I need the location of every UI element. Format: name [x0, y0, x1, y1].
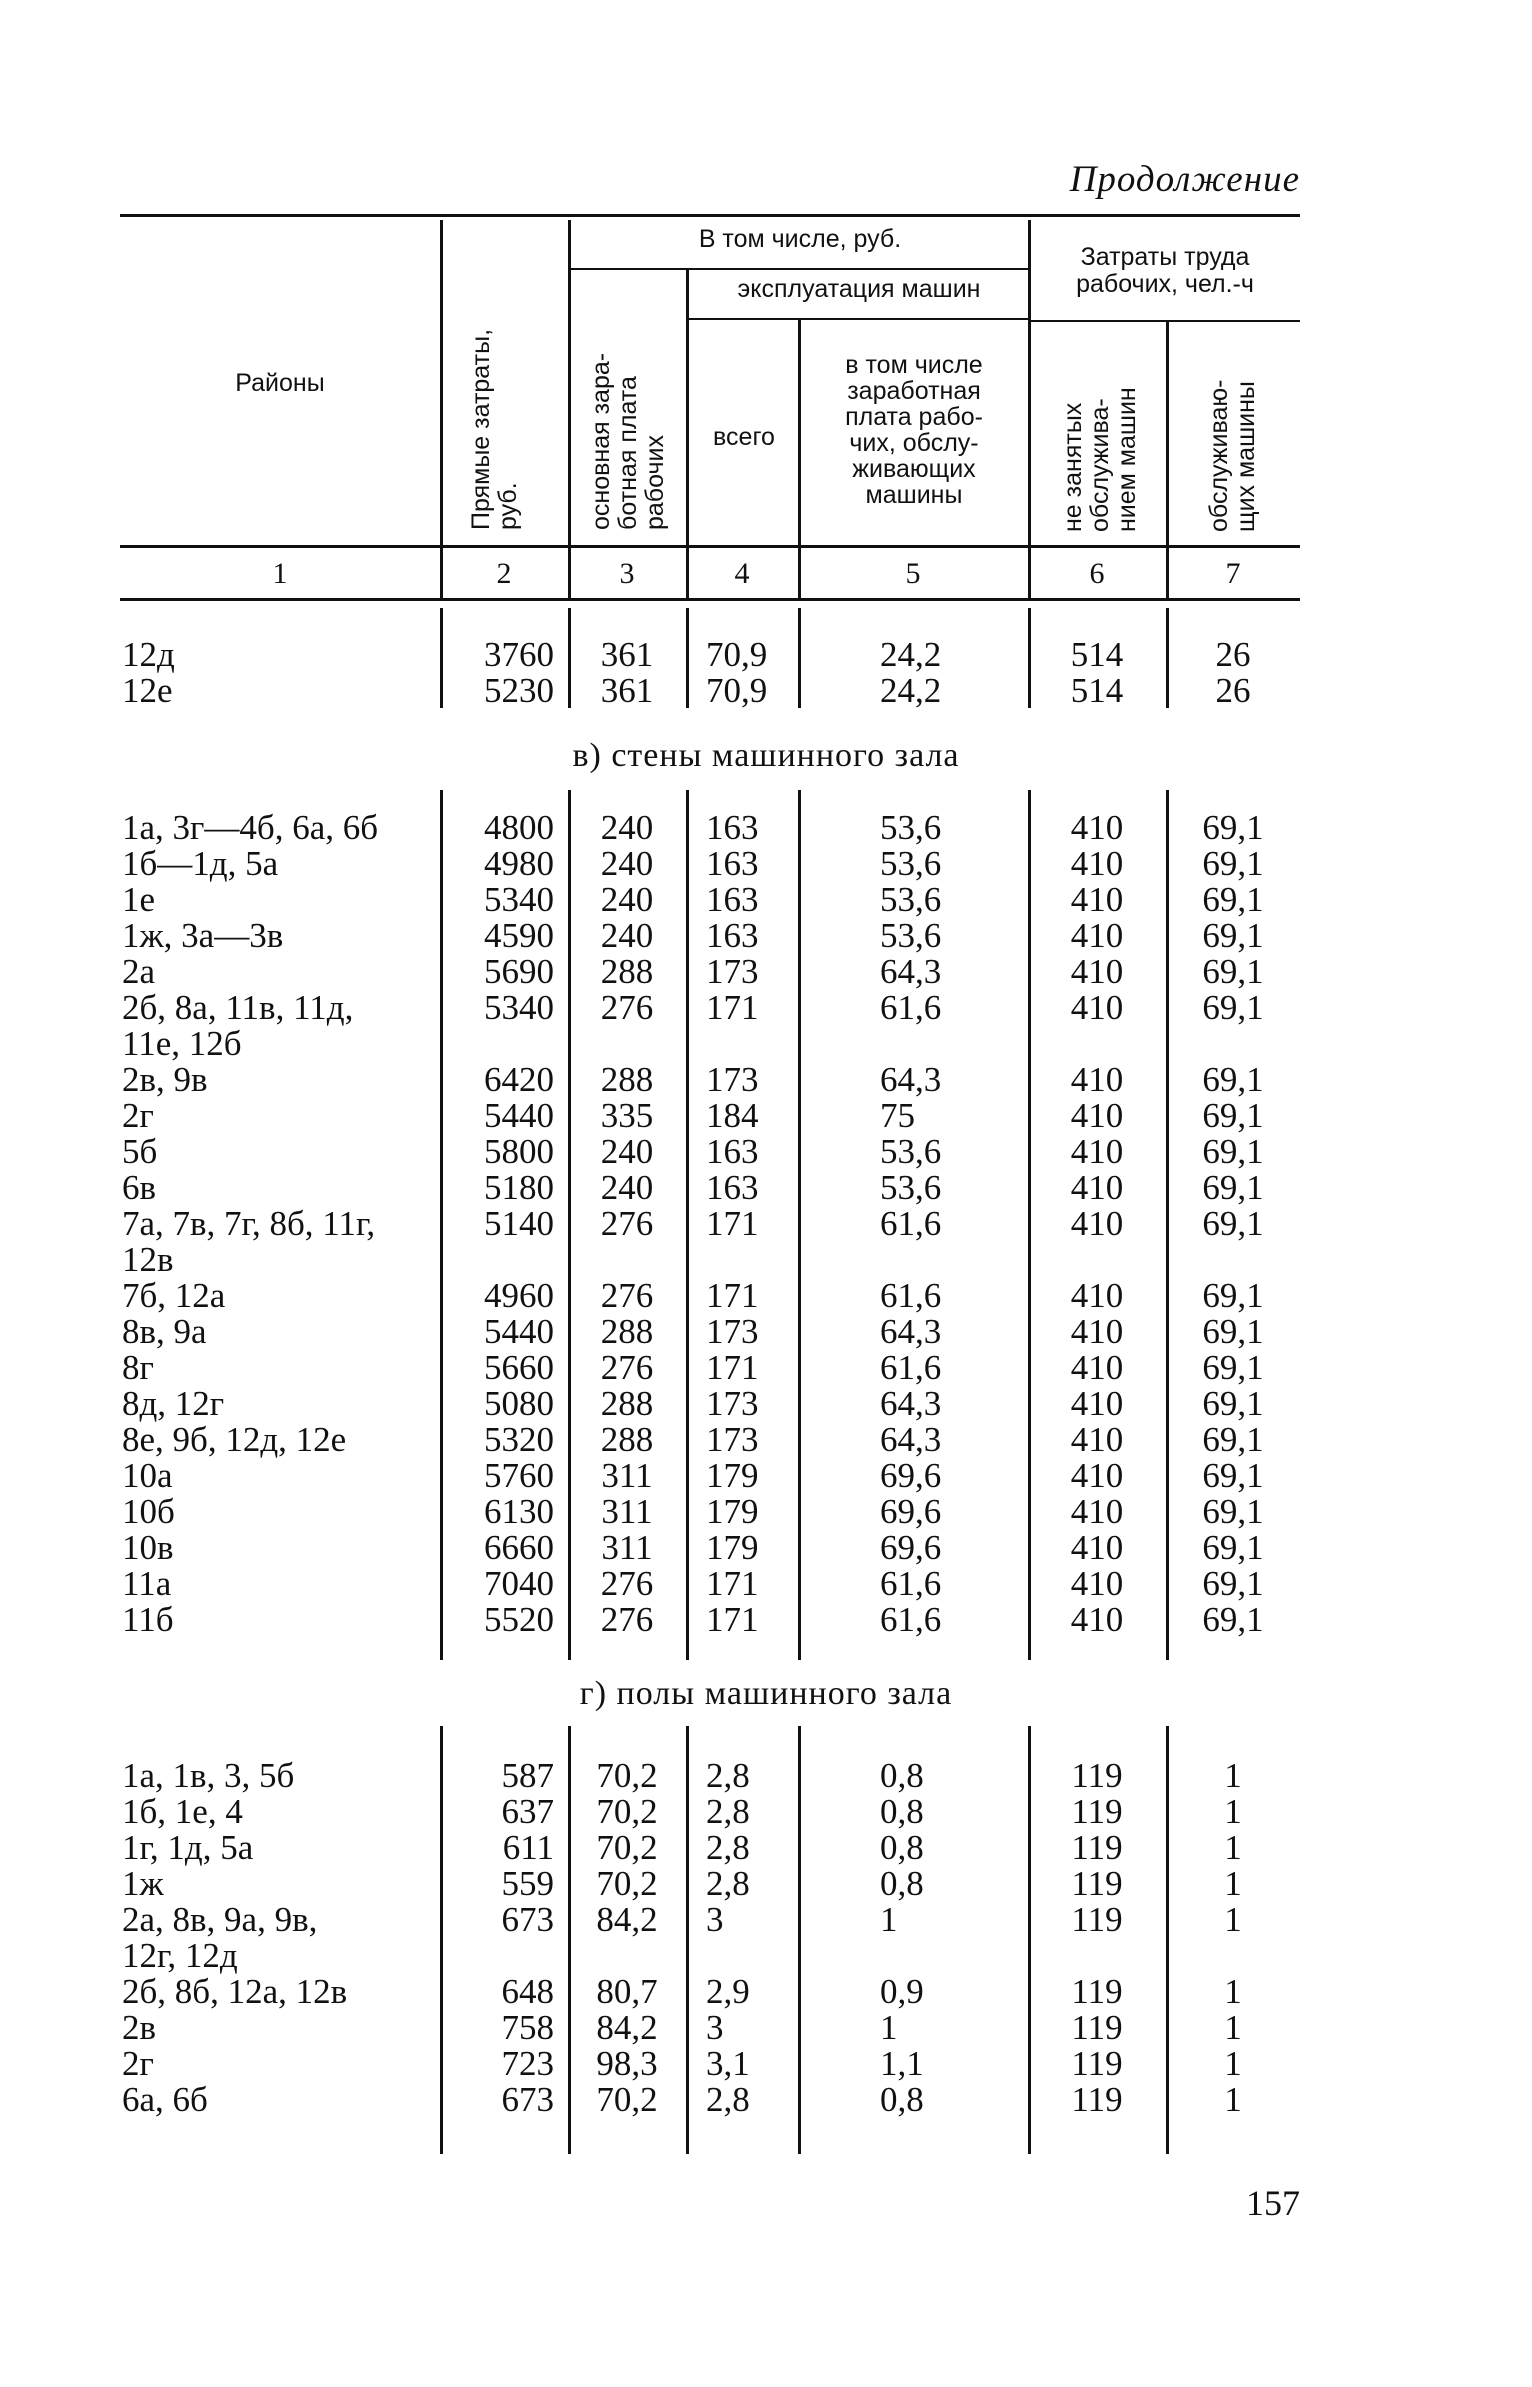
cell-c6: 410	[1070, 1312, 1124, 1351]
cell-c4: 2,8	[706, 1792, 750, 1831]
cell-c4: 3	[706, 2008, 724, 2047]
cell-c5: 69,6	[880, 1528, 942, 1567]
cell-c3: 80,7	[596, 1972, 658, 2011]
cell-c3: 276	[600, 1276, 654, 1315]
cell-c6: 410	[1070, 988, 1124, 1027]
cell-c4: 70,9	[706, 635, 768, 674]
row-label: 1ж	[122, 1864, 164, 1903]
cell-c6: 410	[1070, 1492, 1124, 1531]
row-label: 2г	[122, 1096, 154, 1135]
header-group-machine: эксплуатация машин	[737, 275, 981, 303]
cell-c7: 69,1	[1202, 988, 1264, 1027]
cell-c5: 75	[880, 1096, 915, 1135]
cell-c4: 179	[706, 1492, 759, 1531]
cell-c2: 5520	[484, 1600, 554, 1639]
cell-c6: 410	[1070, 1132, 1124, 1171]
col-num-6: 6	[1089, 557, 1105, 590]
cell-c7: 69,1	[1202, 1456, 1264, 1495]
cell-c4: 173	[706, 1312, 759, 1351]
cell-c3: 70,2	[596, 1864, 658, 1903]
cell-c2: 5440	[484, 1096, 554, 1135]
cell-c4: 173	[706, 1060, 759, 1099]
row-label: 12д	[122, 635, 175, 674]
cell-c3: 70,2	[596, 2080, 658, 2119]
cell-c3: 288	[600, 1420, 654, 1459]
cell-c3: 240	[600, 880, 654, 919]
cell-c3: 335	[600, 1096, 654, 1135]
cell-c2: 6130	[484, 1492, 554, 1531]
cell-c5: 64,3	[880, 1060, 942, 1099]
cell-c4: 163	[706, 844, 759, 883]
cell-c2: 559	[501, 1864, 554, 1903]
cell-c7: 69,1	[1202, 1060, 1264, 1099]
row-label: 11б	[122, 1600, 174, 1639]
section-g-title: г) полы машинного зала	[579, 1675, 953, 1712]
cell-c4: 171	[706, 988, 759, 1027]
cell-c7: 69,1	[1202, 1420, 1264, 1459]
cell-c2: 5690	[484, 952, 554, 991]
cell-c7: 1	[1224, 1792, 1242, 1831]
cell-c6: 119	[1071, 2008, 1123, 2047]
cell-c6: 410	[1070, 1204, 1124, 1243]
cell-c3: 288	[600, 1060, 654, 1099]
cell-c3: 361	[600, 635, 654, 674]
cell-c5: 0,9	[880, 1972, 924, 2011]
cell-c3: 240	[600, 808, 654, 847]
cell-c4: 2,8	[706, 1828, 750, 1867]
numbers-bottom-rule	[120, 598, 1300, 601]
col-num-1: 1	[272, 557, 288, 590]
cell-c3: 70,2	[596, 1756, 658, 1795]
col-num-5: 5	[905, 557, 921, 590]
cell-c3: 276	[600, 1348, 654, 1387]
row-label: 2а	[122, 952, 156, 991]
cell-c4: 2,8	[706, 1756, 750, 1795]
cell-c7: 69,1	[1202, 1600, 1264, 1639]
cell-c5: 64,3	[880, 1384, 942, 1423]
cell-c2: 5180	[484, 1168, 554, 1207]
cell-c5: 53,6	[880, 916, 942, 955]
row-label: 2б, 8б, 12а, 12в	[122, 1972, 348, 2011]
row-label: 7а, 7в, 7г, 8б, 11г,	[122, 1204, 376, 1243]
cell-c6: 514	[1070, 635, 1124, 674]
cell-c4: 173	[706, 1384, 759, 1423]
cell-c3: 240	[600, 844, 654, 883]
cell-c2: 4960	[484, 1276, 554, 1315]
cell-c4: 173	[706, 1420, 759, 1459]
cell-c5: 0,8	[880, 1756, 924, 1795]
row-label: 2б, 8а, 11в, 11д,	[122, 988, 354, 1027]
cell-c7: 1	[1224, 1864, 1242, 1903]
cell-c6: 410	[1070, 880, 1124, 919]
header-top-rule	[120, 214, 1300, 217]
header-labor-rule	[1030, 320, 1300, 322]
cell-c5: 0,8	[880, 1864, 924, 1903]
cell-c6: 410	[1070, 1600, 1124, 1639]
cell-c7: 1	[1224, 2044, 1242, 2083]
cell-c5: 24,2	[880, 635, 942, 674]
cell-c6: 119	[1071, 1828, 1123, 1867]
cell-c5: 53,6	[880, 1132, 942, 1171]
header-vline-1	[440, 220, 443, 598]
header-machine-wage: в том числе заработная плата рабо- чих, обслу- живающих машины	[845, 351, 983, 509]
cell-c2: 7040	[484, 1564, 554, 1603]
cell-c2: 5230	[484, 671, 554, 710]
cell-c3: 288	[600, 952, 654, 991]
cell-c3: 70,2	[596, 1828, 658, 1867]
cell-c3: 288	[600, 1312, 654, 1351]
cell-c7: 1	[1224, 2008, 1242, 2047]
row-label: 6в	[122, 1168, 157, 1207]
cell-c6: 410	[1070, 1348, 1124, 1387]
cell-c7: 69,1	[1202, 808, 1264, 847]
header-incl-rule	[570, 268, 1030, 270]
cell-c3: 70,2	[596, 1792, 658, 1831]
cell-c4: 2,8	[706, 1864, 750, 1903]
cell-c7: 1	[1224, 1756, 1242, 1795]
cell-c6: 119	[1071, 1756, 1123, 1795]
cell-c4: 163	[706, 880, 759, 919]
cell-c6: 410	[1070, 1276, 1124, 1315]
row-label: 1а, 1в, 3, 5б	[122, 1756, 295, 1795]
cell-c3: 84,2	[596, 2008, 658, 2047]
cell-c5: 24,2	[880, 671, 942, 710]
cell-c6: 119	[1071, 1900, 1123, 1939]
cell-c4: 171	[706, 1564, 759, 1603]
cell-c3: 311	[601, 1528, 653, 1567]
cell-c5: 61,6	[880, 1600, 942, 1639]
cell-c4: 173	[706, 952, 759, 991]
cell-c4: 3,1	[706, 2044, 750, 2083]
cell-c2: 5340	[484, 988, 554, 1027]
cell-c4: 163	[706, 1168, 759, 1207]
cell-c7: 69,1	[1202, 952, 1264, 991]
row-label: 7б, 12а	[122, 1276, 226, 1315]
cell-c2: 5340	[484, 880, 554, 919]
cell-c7: 69,1	[1202, 1276, 1264, 1315]
row-label: 2в, 9в	[122, 1060, 208, 1099]
cell-c7: 69,1	[1202, 1204, 1264, 1243]
row-label: 6а, 6б	[122, 2080, 208, 2119]
row-label: 8г	[122, 1348, 154, 1387]
header-serving: обслуживаю- щих машины	[1205, 379, 1260, 532]
cell-c3: 276	[600, 1564, 654, 1603]
cell-c7: 69,1	[1202, 916, 1264, 955]
cell-c6: 410	[1070, 1420, 1124, 1459]
col-num-4: 4	[734, 557, 750, 590]
cell-c4: 171	[706, 1348, 759, 1387]
cell-c7: 69,1	[1202, 1528, 1264, 1567]
cell-c7: 69,1	[1202, 1492, 1264, 1531]
cell-c7: 69,1	[1202, 1348, 1264, 1387]
cell-c6: 410	[1070, 1528, 1124, 1567]
cell-c2: 611	[502, 1828, 554, 1867]
continuation-label: Продолжение	[1069, 159, 1300, 200]
cell-c6: 514	[1070, 671, 1124, 710]
cell-c5: 1,1	[880, 2044, 924, 2083]
cell-c5: 69,6	[880, 1492, 942, 1531]
row-label: 8в, 9а	[122, 1312, 207, 1351]
cell-c6: 119	[1071, 1972, 1123, 2011]
cell-c5: 64,3	[880, 952, 942, 991]
cell-c7: 1	[1224, 1972, 1242, 2011]
cell-c6: 410	[1070, 808, 1124, 847]
cell-c4: 70,9	[706, 671, 768, 710]
cell-c5: 1	[880, 2008, 898, 2047]
row-label: 1а, 3г—4б, 6а, 6б	[122, 808, 379, 847]
cell-c5: 61,6	[880, 1564, 942, 1603]
cell-c5: 61,6	[880, 1276, 942, 1315]
cell-c6: 410	[1070, 1096, 1124, 1135]
cell-c2: 758	[501, 2008, 554, 2047]
row-label: 10в	[122, 1528, 174, 1567]
header-group-labor: Затраты труда рабочих, чел.-ч	[1076, 243, 1254, 298]
row-label: 1г, 1д, 5а	[122, 1828, 254, 1867]
row-label: 1б, 1е, 4	[122, 1792, 243, 1831]
cell-c5: 61,6	[880, 1204, 942, 1243]
cell-c7: 69,1	[1202, 1168, 1264, 1207]
cell-c5: 61,6	[880, 988, 942, 1027]
cell-c4: 2,8	[706, 2080, 750, 2119]
row-label: 12в	[122, 1240, 174, 1279]
header-machine-rule	[688, 318, 1030, 320]
cell-c3: 240	[600, 1132, 654, 1171]
cell-c6: 410	[1070, 1456, 1124, 1495]
cell-c7: 1	[1224, 1828, 1242, 1867]
cell-c7: 69,1	[1202, 1312, 1264, 1351]
cell-c2: 5760	[484, 1456, 554, 1495]
row-label: 8д, 12г	[122, 1384, 225, 1423]
cell-c2: 723	[501, 2044, 554, 2083]
cell-c6: 410	[1070, 1384, 1124, 1423]
cell-c2: 4590	[484, 916, 554, 955]
cell-c5: 0,8	[880, 1792, 924, 1831]
row-label: 10б	[122, 1492, 175, 1531]
row-label: 2г	[122, 2044, 154, 2083]
row-label: 11а	[122, 1564, 172, 1603]
cell-c4: 163	[706, 1132, 759, 1171]
cell-c3: 240	[600, 916, 654, 955]
cell-c4: 163	[706, 808, 759, 847]
cell-c3: 311	[601, 1456, 653, 1495]
row-label: 12е	[122, 671, 173, 710]
cell-c2: 4980	[484, 844, 554, 883]
header-base-wage: основная зара- ботная плата рабочих	[587, 352, 669, 530]
cell-c5: 0,8	[880, 1828, 924, 1867]
row-label: 10а	[122, 1456, 173, 1495]
cell-c6: 410	[1070, 916, 1124, 955]
header-direct-costs: Прямые затраты, руб.	[467, 328, 522, 530]
cell-c5: 53,6	[880, 1168, 942, 1207]
cell-c3: 311	[601, 1492, 653, 1531]
row-label: 2в	[122, 2008, 157, 2047]
cell-c2: 5440	[484, 1312, 554, 1351]
cell-c7: 26	[1215, 671, 1251, 710]
cell-c2: 6420	[484, 1060, 554, 1099]
col-num-7: 7	[1225, 557, 1241, 590]
row-label: 1б—1д, 5а	[122, 844, 279, 883]
cell-c6: 119	[1071, 1864, 1123, 1903]
cell-c3: 276	[600, 1600, 654, 1639]
cell-c2: 5800	[484, 1132, 554, 1171]
cell-c2: 648	[501, 1972, 554, 2011]
cell-c2: 4800	[484, 808, 554, 847]
section-v-title: в) стены машинного зала	[572, 737, 960, 774]
cell-c5: 64,3	[880, 1420, 942, 1459]
cell-c4: 3	[706, 1900, 724, 1939]
cell-c7: 69,1	[1202, 844, 1264, 883]
cell-c5: 64,3	[880, 1312, 942, 1351]
cell-c4: 2,9	[706, 1972, 750, 2011]
cell-c5: 61,6	[880, 1348, 942, 1387]
cell-c5: 1	[880, 1900, 898, 1939]
cell-c2: 673	[501, 1900, 554, 1939]
cell-c3: 240	[600, 1168, 654, 1207]
cell-c3: 361	[600, 671, 654, 710]
row-label: 11е, 12б	[122, 1024, 242, 1063]
cell-c2: 5320	[484, 1420, 554, 1459]
row-label: 2а, 8в, 9а, 9в,	[122, 1900, 318, 1939]
cell-c6: 410	[1070, 952, 1124, 991]
cell-c2: 5080	[484, 1384, 554, 1423]
row-label: 1е	[122, 880, 156, 919]
cell-c7: 69,1	[1202, 1096, 1264, 1135]
cell-c7: 1	[1224, 1900, 1242, 1939]
cell-c7: 69,1	[1202, 1564, 1264, 1603]
cell-c3: 288	[600, 1384, 654, 1423]
cell-c6: 410	[1070, 1060, 1124, 1099]
cell-c7: 69,1	[1202, 880, 1264, 919]
cell-c5: 0,8	[880, 2080, 924, 2119]
cell-c4: 179	[706, 1528, 759, 1567]
cell-c2: 587	[501, 1756, 554, 1795]
cell-c2: 637	[501, 1792, 554, 1831]
header-not-serving: не занятых обслужива- нием машин	[1059, 387, 1141, 532]
cell-c7: 26	[1215, 635, 1251, 674]
cell-c4: 184	[706, 1096, 759, 1135]
cell-c5: 69,6	[880, 1456, 942, 1495]
cell-c2: 673	[501, 2080, 554, 2119]
cell-c5: 53,6	[880, 808, 942, 847]
row-label: 5б	[122, 1132, 158, 1171]
cell-c4: 171	[706, 1600, 759, 1639]
cell-c5: 53,6	[880, 880, 942, 919]
header-bottom-rule	[120, 545, 1300, 548]
cell-c4: 171	[706, 1204, 759, 1243]
cell-c6: 410	[1070, 1168, 1124, 1207]
col-num-3: 3	[619, 557, 635, 590]
col-num-2: 2	[496, 557, 512, 590]
cell-c6: 119	[1071, 1792, 1123, 1831]
row-label: 12г, 12д	[122, 1936, 238, 1975]
cell-c2: 6660	[484, 1528, 554, 1567]
cell-c3: 276	[600, 1204, 654, 1243]
cell-c6: 410	[1070, 844, 1124, 883]
cell-c3: 84,2	[596, 1900, 658, 1939]
cell-c7: 69,1	[1202, 1384, 1264, 1423]
header-regions: Районы	[235, 369, 325, 397]
cell-c6: 119	[1071, 2080, 1123, 2119]
cell-c4: 163	[706, 916, 759, 955]
cell-c4: 179	[706, 1456, 759, 1495]
cell-c2: 5660	[484, 1348, 554, 1387]
row-label: 8е, 9б, 12д, 12е	[122, 1420, 347, 1459]
cell-c2: 5140	[484, 1204, 554, 1243]
cell-c3: 276	[600, 988, 654, 1027]
row-label: 1ж, 3а—3в	[122, 916, 284, 955]
header-group-incl: В том числе, руб.	[698, 225, 902, 253]
cell-c6: 119	[1071, 2044, 1123, 2083]
cell-c6: 410	[1070, 1564, 1124, 1603]
cell-c4: 171	[706, 1276, 759, 1315]
cell-c5: 53,6	[880, 844, 942, 883]
cell-c7: 1	[1224, 2080, 1242, 2119]
cell-c3: 98,3	[596, 2044, 658, 2083]
header-vline-2	[568, 220, 571, 598]
cell-c7: 69,1	[1202, 1132, 1264, 1171]
cell-c2: 3760	[484, 635, 554, 674]
header-machine-total: всего	[713, 423, 775, 451]
page-number: 157	[1246, 2183, 1300, 2223]
